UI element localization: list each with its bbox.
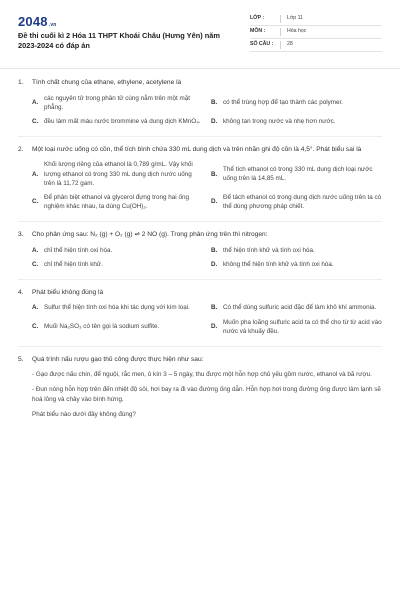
option-b[interactable] <box>211 303 382 312</box>
site-logo[interactable] <box>18 13 57 32</box>
option-c[interactable] <box>32 260 203 269</box>
option-text: Khối lượng riêng của ethanol là 0,789 g/mL. Vậy khối lượng ethanol có trong 330 mL dung dịch nước uống trên là 11,72 gam. <box>44 161 193 187</box>
option-c[interactable] <box>32 193 203 211</box>
option-letter: A. <box>32 304 39 312</box>
logo-text: 2048 <box>18 14 48 29</box>
option-text: đều làm mất màu nước brommine và dung dịch KMnO₄. <box>44 117 201 125</box>
option-text: không thể hiện tính khử và tính oxi hóa. <box>223 260 334 268</box>
question-3 <box>18 230 382 269</box>
answer-options <box>18 160 382 211</box>
question-divider <box>18 221 382 222</box>
option-text: Để phân biệt ethanol và glycerol đựng trong hai ống nghiệm khác nhau, ta dùng Cu(OH)₂. <box>44 193 189 210</box>
option-a[interactable] <box>32 246 203 255</box>
meta-row-count <box>250 39 382 52</box>
option-d[interactable] <box>211 260 382 269</box>
option-text: chỉ thể hiện tính khử. <box>44 260 103 268</box>
meta-row-class <box>250 13 382 26</box>
meta-value: Hóa học <box>287 28 307 35</box>
question-2 <box>18 145 382 211</box>
question-4 <box>18 288 382 336</box>
option-text: thể hiện tính khử và tính oxi hóa. <box>223 246 315 254</box>
question-number: 1. <box>18 79 24 86</box>
page-header <box>0 0 400 62</box>
meta-separator <box>280 41 281 49</box>
option-text: có thể trùng hợp để tạo thành các polymer. <box>223 99 343 107</box>
question-text: Phát biểu không đúng là <box>32 288 104 296</box>
option-text: các nguyên tử trong phân tử cùng nằm trên một mặt phẳng. <box>44 94 190 111</box>
meta-label: MÔN : <box>250 28 266 35</box>
option-text: không tan trong nước và nhẹ hơn nước. <box>223 117 336 125</box>
option-text: Muối Na₂SO₃ có tên gọi là sodium sulfite. <box>44 323 160 331</box>
question-number: 3. <box>18 231 24 239</box>
option-letter: D. <box>211 117 218 125</box>
question-paragraph: - Đun nóng hỗn hợp trên đến nhiệt độ sôi, hơi bay ra đi vào đường ống dẫn. Hỗn hợp hơi trong đường ống được làm lạnh sẽ hoá lỏng và chảy vào bình hứng. <box>32 386 381 403</box>
option-letter: D. <box>211 260 218 268</box>
meta-row-subject <box>250 26 382 39</box>
option-b[interactable] <box>211 94 382 112</box>
question-text: Cho phản ứng sau: N₂ (g) + O₂ (g) ⇌ 2 NO (g). Trong phản ứng trên thì nitrogen: <box>32 231 268 239</box>
option-b[interactable] <box>211 246 382 255</box>
meta-label: SỐ CÂU : <box>250 41 274 48</box>
logo-suffix: .vn <box>48 22 57 28</box>
option-c[interactable] <box>32 117 203 126</box>
option-a[interactable] <box>32 160 203 187</box>
option-text: Có thể dùng sulfuric acid đặc để làm khô khí ammonia. <box>223 304 377 312</box>
page-title: Đề thi cuối kì 2 Hóa 11 THPT Khoái Châu (Hưng Yên) năm 2023-2024 có đáp án <box>18 31 220 50</box>
question-5 <box>18 355 382 419</box>
option-letter: A. <box>32 170 39 178</box>
question-text: Quá trình nấu rượu gạo thủ công được thực hiện như sau: <box>32 355 204 363</box>
exam-meta <box>250 13 382 52</box>
answer-options <box>18 303 382 335</box>
option-d[interactable] <box>211 193 382 211</box>
option-letter: A. <box>32 246 39 254</box>
question-list <box>0 78 400 429</box>
question-number: 5. <box>18 355 24 363</box>
answer-options <box>18 94 382 126</box>
option-text: Thể tích ethanol có trong 330 mL dung dịch loại nước uống trên là 14,85 mL. <box>223 166 373 183</box>
question-number: 2. <box>18 145 24 153</box>
header-divider <box>0 68 400 69</box>
question-text: Một loại nước uống có cồn, thể tích bình chứa 330 mL dung dịch và trên nhãn ghi độ cồn là 4,5°. Phát biểu sai là <box>32 145 362 153</box>
question-paragraph: - Gạo được nấu chín, để nguội, rắc men, ủ kín 3 – 5 ngày, thu được một hỗn hợp chủ yếu gồm nước, ethanol và bã rượu. <box>32 371 372 379</box>
meta-value: Lớp 11 <box>287 15 303 22</box>
option-letter: B. <box>211 246 218 254</box>
option-letter: C. <box>32 260 39 268</box>
option-letter: B. <box>211 304 218 312</box>
option-d[interactable] <box>211 117 382 126</box>
answer-options <box>18 246 382 269</box>
question-divider <box>18 279 382 280</box>
question-prompt: Phát biểu nào dưới đây không đúng? <box>32 410 136 418</box>
option-text: Để tách ethanol có trong dung dịch nước uống trên ta có thể dùng phương pháp chiết. <box>223 193 382 210</box>
option-letter: D. <box>211 198 218 206</box>
option-text: Muốn pha loãng sulfuric acid ta có thể cho từ từ acid vào nước và khuấy đều. <box>223 318 382 335</box>
option-letter: D. <box>211 323 218 331</box>
option-letter: C. <box>32 198 39 206</box>
meta-separator <box>280 28 281 36</box>
meta-value: 28 <box>287 41 293 48</box>
option-text: Sulfur thể hiện tính oxi hóa khi tác dụng với kim loại. <box>44 304 190 312</box>
option-d[interactable] <box>211 318 382 336</box>
question-divider <box>18 136 382 137</box>
option-text: chỉ thể hiện tính oxi hóa. <box>44 246 113 254</box>
option-a[interactable] <box>32 94 203 112</box>
option-letter: C. <box>32 117 39 125</box>
option-letter: B. <box>211 99 218 107</box>
meta-label: LỚP : <box>250 15 265 22</box>
option-c[interactable] <box>32 318 203 336</box>
question-number: 4. <box>18 288 24 296</box>
option-letter: C. <box>32 323 39 331</box>
question-1 <box>18 78 382 126</box>
meta-separator <box>280 15 281 23</box>
option-letter: A. <box>32 99 39 107</box>
question-text: Tính chất chung của ethane, ethylene, acetylene là <box>32 79 182 86</box>
question-divider <box>18 346 382 347</box>
option-letter: B. <box>211 170 218 178</box>
option-a[interactable] <box>32 303 203 312</box>
option-b[interactable] <box>211 160 382 187</box>
